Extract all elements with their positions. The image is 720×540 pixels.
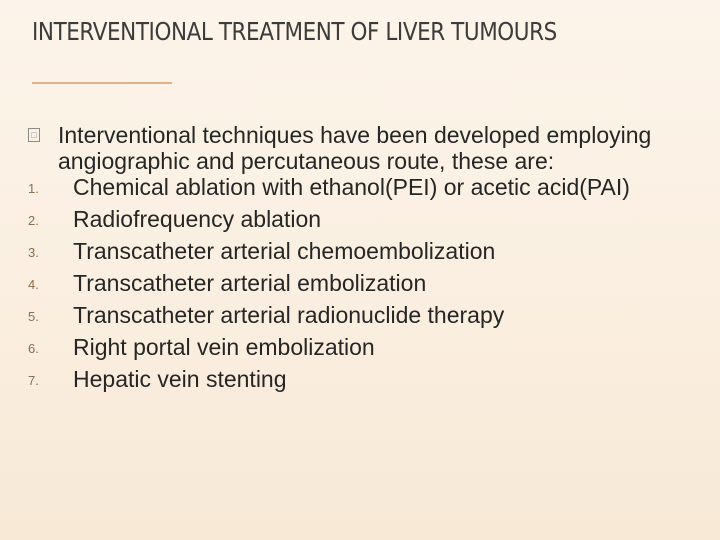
list-item: [28, 334, 698, 360]
list-item-text: Transcatheter arterial chemoembolization: [73, 238, 496, 264]
list-item: [28, 302, 698, 328]
title-underline: [32, 82, 172, 84]
list-item-text: Right portal vein embolization: [73, 334, 375, 360]
list-item-number: 1.: [28, 181, 39, 196]
checkbox-bullet-icon: □: [28, 128, 40, 142]
list-item-number: 4.: [28, 277, 39, 292]
list-item-number: 6.: [28, 341, 39, 356]
list-item: [28, 366, 698, 392]
slide-title: INTERVENTIONAL TREATMENT OF LIVER TUMOURS: [32, 17, 557, 46]
list-item-text: Hepatic vein stenting: [73, 366, 287, 392]
technique-list: [28, 174, 698, 392]
list-item: [28, 206, 698, 232]
list-item-number: 2.: [28, 213, 39, 228]
intro-text: Interventional techniques have been developed employing angiographic and percutaneous route, these are:: [58, 122, 652, 174]
slide-body: [28, 122, 698, 392]
list-item-text: Radiofrequency ablation: [73, 206, 322, 232]
list-item-text: Transcatheter arterial embolization: [73, 270, 427, 296]
list-item: [28, 238, 698, 264]
list-item-text: Chemical ablation with ethanol(PEI) or acetic acid(PAI): [73, 174, 630, 200]
list-item: [28, 270, 698, 296]
list-item: [28, 174, 698, 200]
list-item-number: 3.: [28, 245, 39, 260]
list-item-number: 7.: [28, 373, 39, 388]
list-item-number: 5.: [28, 309, 39, 324]
intro-paragraph: [28, 122, 698, 174]
list-item-text: Transcatheter arterial radionuclide therapy: [73, 302, 505, 328]
